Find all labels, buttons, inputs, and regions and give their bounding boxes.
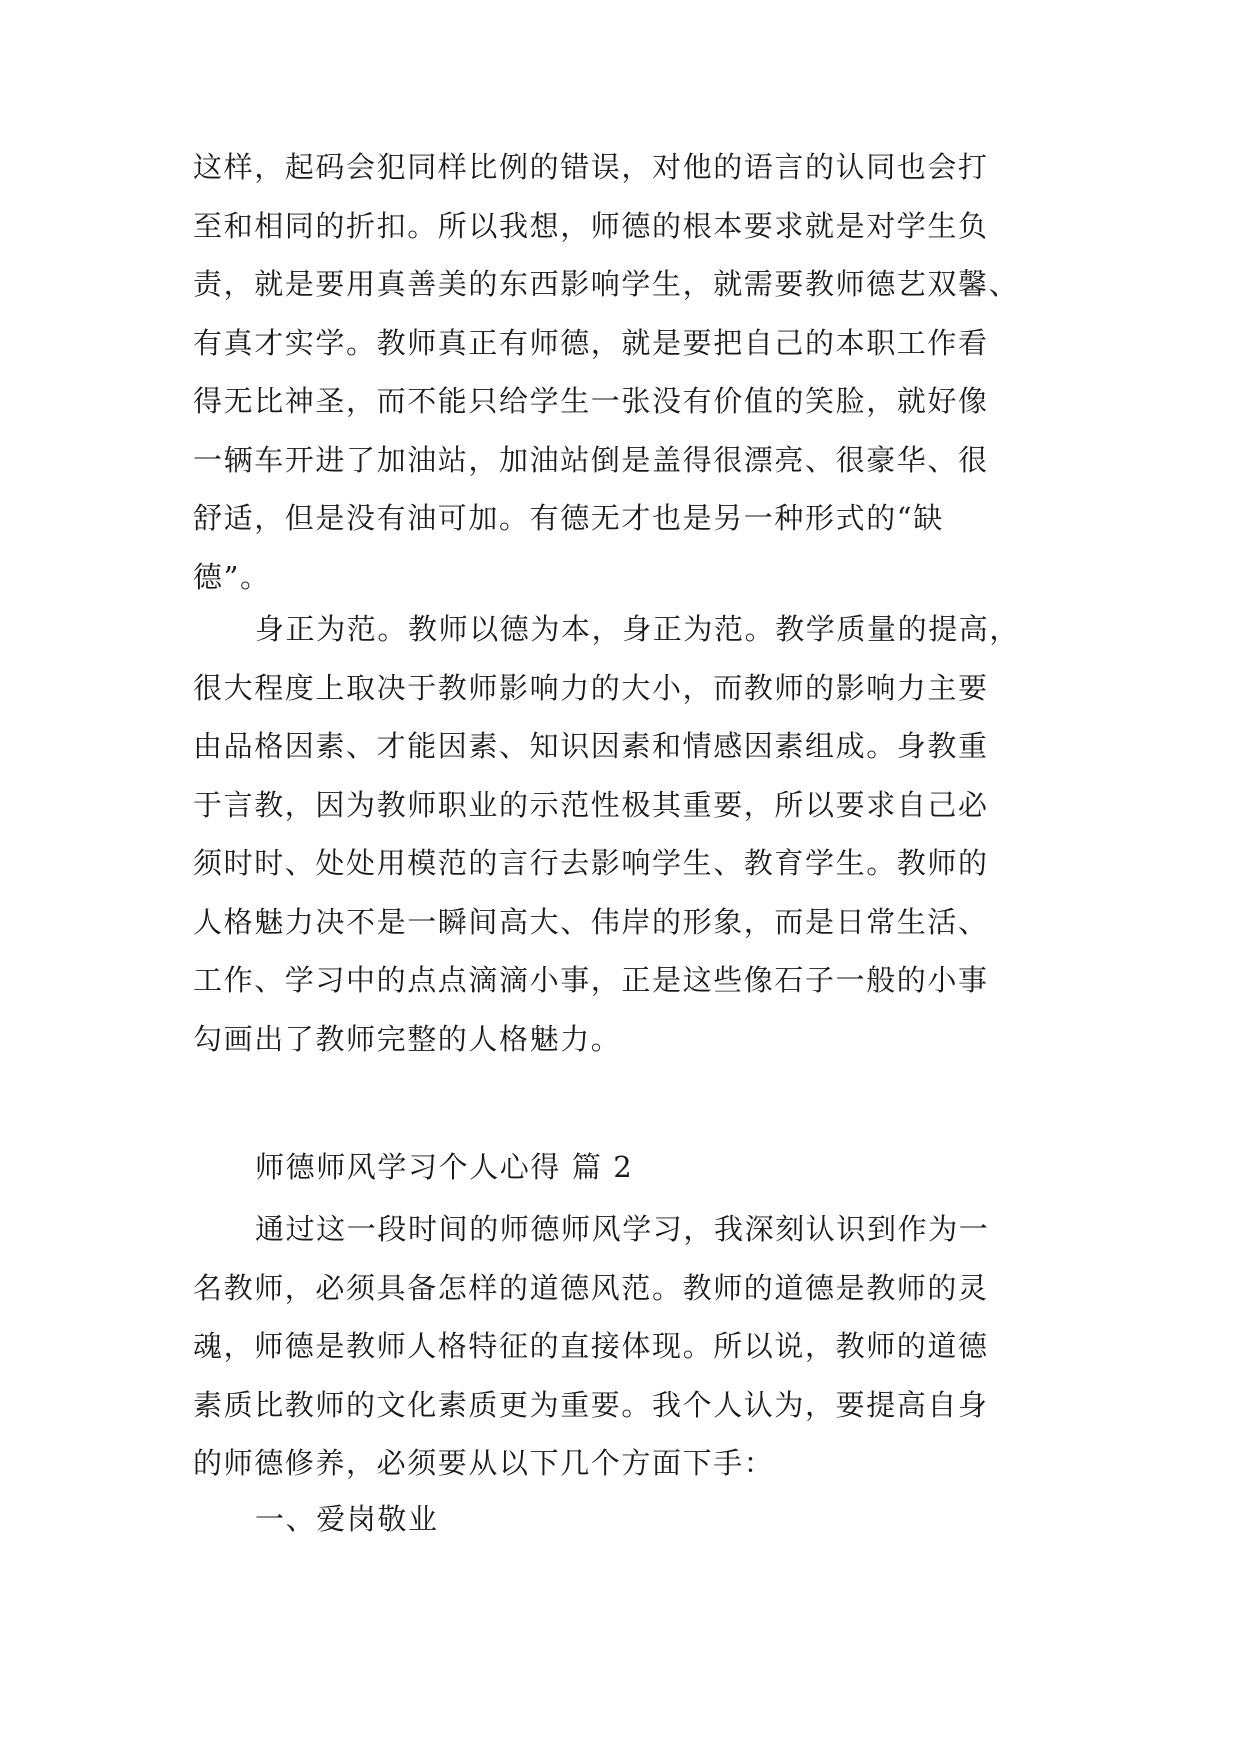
paragraph-line: 得无比神圣，而不能只给学生一张没有价值的笑脸，就好像: [193, 384, 989, 418]
paragraph-line: 勾画出了教师完整的人格魅力。: [193, 1021, 622, 1056]
paragraph-line: 这样，起码会犯同样比例的错误，对他的语言的认同也会打: [193, 150, 989, 184]
paragraph-line: 身正为范。教师以德为本，身正为范。教学质量的提高，: [255, 612, 1021, 646]
paragraph-line: 的师德修养，必须要从以下几个方面下手：: [193, 1446, 775, 1480]
paragraph-line: 有真才实学。教师真正有师德，就是要把自己的本职工作看: [193, 325, 989, 360]
paragraph-3: [193, 1200, 1053, 1493]
paragraph-line: 责，就是要用真善美的东西影响学生，就需要教师德艺双馨、: [193, 267, 1020, 301]
paragraph-line: 至和相同的折扣。所以我想，师德的根本要求就是对学生负: [193, 208, 989, 243]
paragraph-2: [193, 600, 1053, 1068]
paragraph-line: 很大程度上取决于教师影响力的大小，而教师的影响力主要: [193, 670, 989, 705]
paragraph-line: 须时时、处处用模范的言行去影响学生、教育学生。教师的: [193, 846, 989, 880]
paragraph-line: 由品格因素、才能因素、知识因素和情感因素组成。身教重: [193, 729, 989, 763]
subheading: 一、爱岗敬业: [255, 1502, 439, 1536]
paragraph-line: 通过这一段时间的师德师风学习，我深刻认识到作为一: [255, 1212, 990, 1246]
section-heading: 师德师风学习个人心得 篇 2: [255, 1150, 634, 1184]
paragraph-1: [193, 138, 1053, 606]
paragraph-line: 于言教，因为教师职业的示范性极其重要，所以要求自己必: [193, 787, 989, 822]
paragraph-line: 名教师，必须具备怎样的道德风范。教师的道德是教师的灵: [193, 1270, 989, 1305]
paragraph-line: 工作、学习中的点点滴滴小事，正是这些像石子一般的小事: [193, 963, 989, 997]
paragraph-line: 一辆车开进了加油站，加油站倒是盖得很漂亮、很豪华、很: [193, 442, 989, 477]
paragraph-line: 素质比教师的文化素质更为重要。我个人认为，要提高自身: [193, 1387, 989, 1422]
paragraph-line: 魂，师德是教师人格特征的直接体现。所以说，教师的道德: [193, 1329, 989, 1363]
paragraph-line: 人格魅力决不是一瞬间高大、伟岸的形象，而是日常生活、: [193, 904, 989, 939]
paragraph-line: 德”。: [193, 559, 271, 594]
paragraph-line: 舒适，但是没有油可加。有德无才也是另一种形式的“缺: [193, 501, 944, 535]
